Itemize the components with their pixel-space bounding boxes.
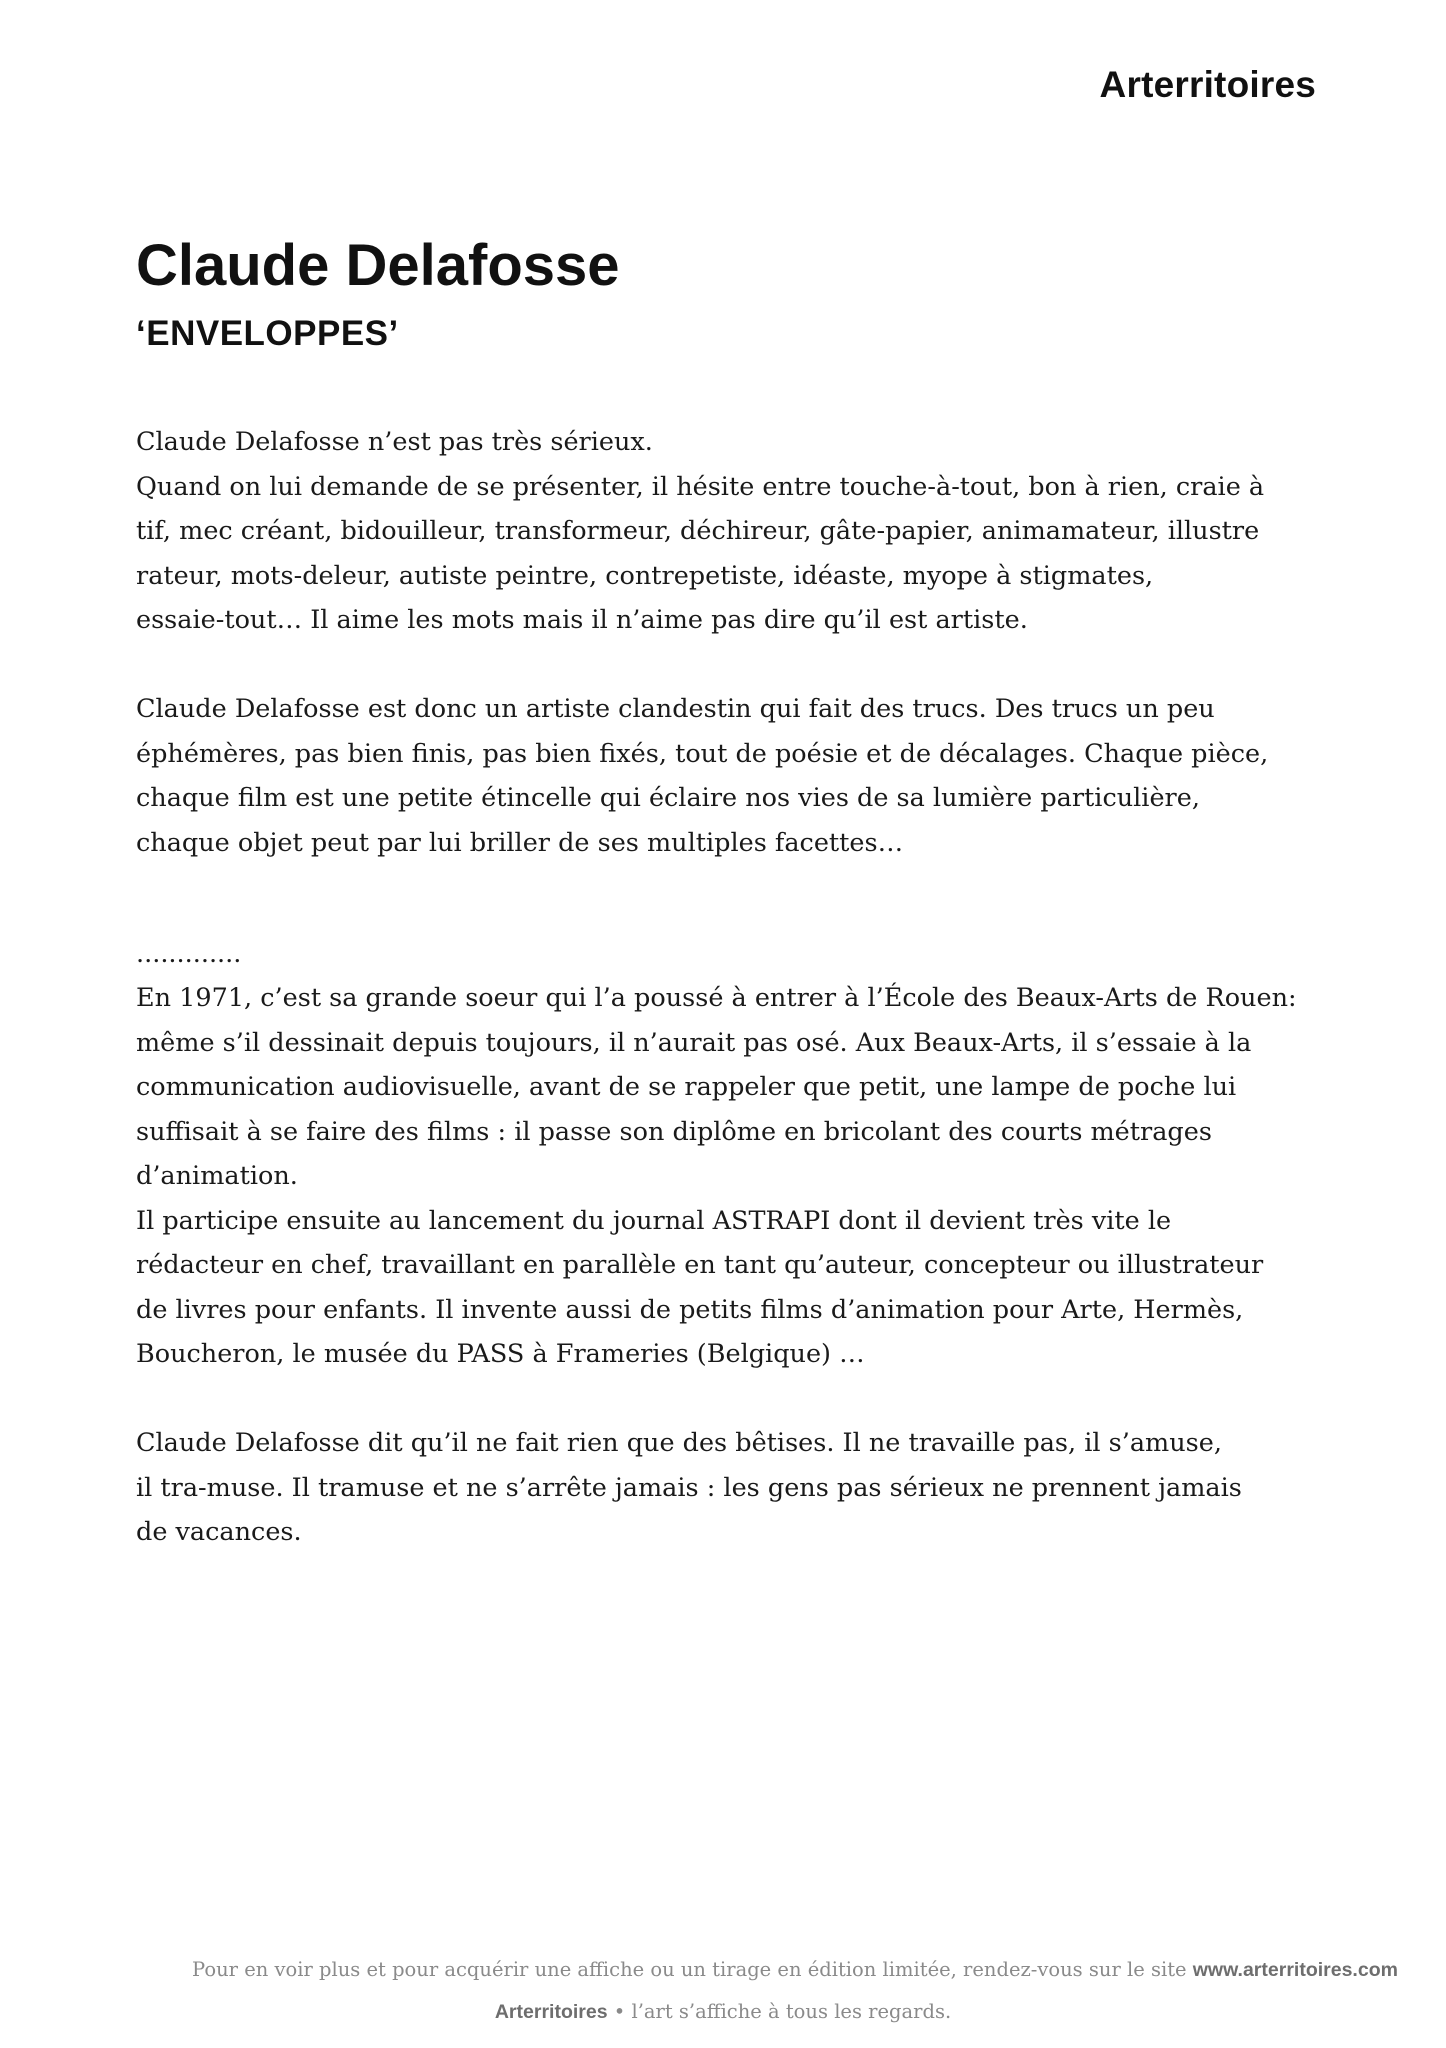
text-line: suffisait à se faire des films : il passe son diplôme en bricolant des courts métrages — [136, 1116, 1212, 1147]
text-line: Boucheron, le musée du PASS à Frameries (Belgique) … — [136, 1339, 865, 1369]
dotted-separator: ............. — [136, 938, 242, 969]
footer-website-link[interactable]: www.arterritoires.com — [1192, 1959, 1398, 1981]
text-line: rédacteur en chef, travaillant en parallèle en tant qu’auteur, concepteur ou illustrateur — [136, 1250, 1264, 1280]
brand-logo-text: Arterritoires — [1099, 64, 1316, 105]
text-line: Claude Delafosse dit qu’il ne fait rien que des bêtises. Il ne travaille pas, il s’amuse, — [136, 1428, 1222, 1458]
paragraph-intro — [136, 420, 1326, 643]
paragraph-conclusion — [136, 1421, 1326, 1555]
artist-name: Claude Delafosse — [136, 233, 620, 298]
biography-text — [136, 420, 1326, 1599]
footer-tagline: l’art s’affiche à tous les regards. — [631, 2000, 952, 2023]
text-line: d’animation. — [136, 1161, 298, 1191]
text-line: rateur, mots-deleur, autiste peintre, contrepetiste, idéaste, myope à stigmates, — [136, 560, 1154, 591]
paragraph-biography — [136, 932, 1326, 1377]
footer-brand: Arterritoires — [494, 2001, 608, 2023]
text-line: En 1971, c’est sa grande soeur qui l’a poussé à entrer à l’École des Beaux-Arts de Rouen: — [136, 983, 1297, 1013]
text-line: chaque film est une petite étincelle qui éclaire nos vies de sa lumière particulière, — [136, 783, 1200, 813]
footer-info-text: Pour en voir plus et pour acquérir une affiche ou un tirage en édition limitée, rendez-vous sur le site — [192, 1958, 1193, 1981]
text-line: Quand on lui demande de se présenter, il hésite entre touche-à-tout, bon à rien, craie à — [136, 471, 1265, 502]
text-line: même s’il dessinait depuis toujours, il n’aurait pas osé. Aux Beaux-Arts, il s’essaie à la — [136, 1027, 1252, 1058]
spacer — [136, 910, 1326, 932]
text-line: Claude Delafosse est donc un artiste clandestin qui fait des trucs. Des trucs un peu — [136, 694, 1215, 724]
text-line: Claude Delafosse n’est pas très sérieux. — [136, 427, 653, 457]
text-line: chaque objet peut par lui briller de ses multiples facettes… — [136, 827, 904, 858]
text-line: essaie-tout… Il aime les mots mais il n’aime pas dire qu’il est artiste. — [136, 605, 1028, 635]
footer-info-line — [72, 1958, 1446, 1982]
text-line: de vacances. — [136, 1517, 302, 1547]
footer-tagline-line — [0, 2000, 1446, 2024]
footer-bullet: • — [607, 2000, 632, 2023]
paragraph-clandestine-artist — [136, 687, 1326, 865]
text-line: tif, mec créant, bidouilleur, transformeur, déchireur, gâte-papier, animamateur, illustre — [136, 516, 1260, 546]
text-line: éphémères, pas bien finis, pas bien fixés, tout de poésie et de décalages. Chaque pièce, — [136, 738, 1269, 769]
text-line: il tra-muse. Il tramuse et ne s’arrête jamais : les gens pas sérieux ne prennent jamais — [136, 1472, 1242, 1503]
text-line: communication audiovisuelle, avant de se rappeler que petit, une lampe de poche lui — [136, 1072, 1237, 1102]
artwork-title: ‘ENVELOPPES’ — [136, 314, 399, 353]
text-line: Il participe ensuite au lancement du journal ASTRAPI dont il devient très vite le — [136, 1205, 1172, 1236]
title-block — [136, 232, 1316, 358]
text-line: de livres pour enfants. Il invente aussi de petits films d’animation pour Arte, Hermès, — [136, 1294, 1244, 1325]
